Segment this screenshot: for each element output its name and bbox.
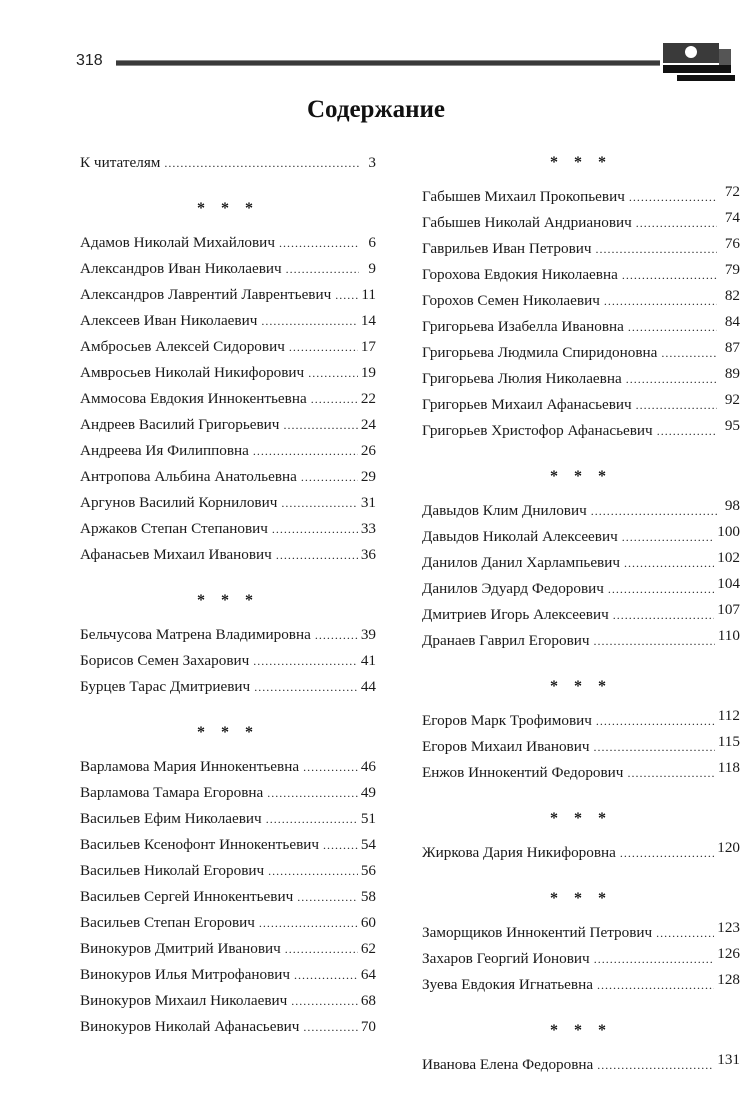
toc-entry[interactable] (422, 210, 740, 236)
toc-entry-page: 92 (724, 391, 740, 408)
leader-dots (629, 184, 717, 210)
toc-entry-page: 102 (717, 549, 740, 566)
leader-dots (253, 438, 358, 464)
toc-entry-page: 22 (360, 390, 376, 407)
toc-entry[interactable] (422, 524, 740, 550)
toc-entry[interactable] (422, 288, 740, 314)
section-separator: * * * (550, 154, 612, 171)
toc-entry-name: Гаврильев Иван Петрович (422, 240, 592, 257)
toc-entry-page: 79 (724, 261, 740, 278)
toc-entry-name: Давыдов Клим Днилович (422, 502, 587, 519)
toc-entry-page: 36 (360, 546, 376, 563)
toc-entry-page: 33 (360, 520, 376, 537)
leader-dots (267, 780, 358, 806)
toc-entry-page: 39 (360, 626, 376, 643)
toc-entry-name: Горохов Семен Николаевич (422, 292, 600, 309)
toc-entry[interactable] (80, 806, 376, 832)
toc-entry-page: 82 (724, 287, 740, 304)
toc-entry-name: Васильев Николай Егорович (80, 862, 265, 879)
toc-entry-page: 107 (717, 601, 740, 618)
toc-entry-name: Дмитриев Игорь Алексеевич (422, 606, 609, 623)
toc-entry[interactable] (80, 648, 376, 674)
toc-entry-page: 44 (360, 678, 376, 695)
leader-dots (272, 516, 358, 542)
toc-entry[interactable] (80, 308, 376, 334)
toc-entry[interactable] (422, 602, 740, 628)
running-header (0, 0, 752, 100)
toc-entry-page: 98 (724, 497, 740, 514)
leader-dots (335, 282, 358, 308)
toc-entry-page: 49 (360, 784, 376, 801)
leader-dots (636, 392, 717, 418)
toc-entry-name: Енжов Иннокентий Федорович (422, 764, 624, 781)
page-title: Содержание (306, 96, 445, 123)
toc-entry[interactable] (422, 920, 740, 946)
toc-entry-page: 64 (360, 966, 376, 983)
toc-entry-page: 58 (360, 888, 376, 905)
leader-dots (594, 734, 715, 760)
toc-entry-page: 54 (360, 836, 376, 853)
leader-dots (613, 602, 715, 628)
toc-entry-page: 126 (717, 945, 740, 962)
leader-dots (315, 622, 358, 648)
toc-entry-page: 100 (717, 523, 740, 540)
leader-dots (276, 542, 358, 568)
page-number: 318 (76, 52, 103, 69)
toc-entry-name: Габышев Николай Андрианович (422, 214, 632, 231)
leader-dots (622, 262, 717, 288)
toc-entry-name: Васильев Ефим Николаевич (80, 810, 262, 827)
toc-entry-page: 84 (724, 313, 740, 330)
toc-entry[interactable] (80, 386, 376, 412)
toc-entry-page: 19 (360, 364, 376, 381)
toc-entry-page: 123 (717, 919, 740, 936)
toc-entry-name: Амвросьев Николай Никифорович (80, 364, 305, 381)
toc-entry[interactable] (422, 340, 740, 366)
leader-dots (285, 936, 358, 962)
leader-dots (291, 988, 358, 1014)
toc-entry[interactable] (422, 184, 740, 210)
section-separator: * * * (197, 724, 259, 741)
toc-entry-name: Аммосова Евдокия Иннокентьевна (80, 390, 307, 407)
toc-entry-page: 62 (360, 940, 376, 957)
leader-dots (268, 858, 358, 884)
toc-entry-page: 110 (717, 627, 740, 644)
toc-entry-page: 14 (360, 312, 376, 329)
toc-entry[interactable] (80, 622, 376, 648)
leader-dots (301, 464, 358, 490)
toc-entry-name: Григорьев Михаил Афанасьевич (422, 396, 632, 413)
toc-entry-name: Бурцев Тарас Дмитриевич (80, 678, 251, 695)
toc-entry-name: Винокуров Илья Митрофанович (80, 966, 291, 983)
toc-entry-name: Зуева Евдокия Игнатьевна (422, 976, 593, 993)
toc-entry-page: 24 (360, 416, 376, 433)
toc-entry-page: 112 (717, 707, 740, 724)
toc-entry-name: Варламова Мария Иннокентьевна (80, 758, 300, 775)
toc-entry-name: Егоров Михаил Иванович (422, 738, 590, 755)
toc-entry-name: Аргунов Василий Корнилович (80, 494, 278, 511)
toc-entry[interactable] (80, 256, 376, 282)
leader-dots (594, 946, 715, 972)
toc-entry[interactable] (422, 498, 740, 524)
toc-entry-page: 89 (724, 365, 740, 382)
toc-entry-name: Григорьев Христофор Афанасьевич (422, 422, 653, 439)
leader-dots (303, 754, 358, 780)
leader-dots (608, 576, 714, 602)
toc-entry-name: Адамов Николай Михайлович (80, 234, 275, 251)
toc-entry-page: 56 (360, 862, 376, 879)
toc-entry[interactable] (422, 946, 740, 972)
leader-dots (266, 806, 358, 832)
leader-dots (591, 498, 717, 524)
toc-entry-name: Амбросьев Алексей Сидорович (80, 338, 285, 355)
toc-entry-page: 72 (724, 183, 740, 200)
toc-entry-name: Андреева Ия Филипповна (80, 442, 249, 459)
toc-entry[interactable] (422, 708, 740, 734)
toc-entry-name: Бельчусова Матрена Владимировна (80, 626, 311, 643)
section-separator: * * * (197, 592, 259, 609)
book-publisher-logo-icon (663, 43, 745, 83)
section-gap (80, 700, 376, 720)
section-separator: * * * (550, 890, 612, 907)
toc-entry-page: 60 (360, 914, 376, 931)
toc-entry[interactable] (422, 236, 740, 262)
leader-dots (283, 412, 357, 438)
toc-entry-page: 29 (360, 468, 376, 485)
toc-entry[interactable] (422, 314, 740, 340)
toc-entry-page: 31 (360, 494, 376, 511)
toc-entry[interactable] (80, 936, 376, 962)
toc-entry[interactable] (422, 550, 740, 576)
section-separator: * * * (550, 468, 612, 485)
toc-entry[interactable] (422, 734, 740, 760)
toc-entry[interactable] (80, 490, 376, 516)
toc-entry[interactable] (80, 412, 376, 438)
toc-entry[interactable] (422, 1052, 740, 1078)
toc-entry[interactable] (80, 542, 376, 568)
leader-dots (286, 256, 359, 282)
leader-dots (661, 340, 717, 366)
toc-entry-name: Давыдов Николай Алексеевич (422, 528, 618, 545)
toc-entry[interactable] (422, 366, 740, 392)
toc-entry[interactable] (80, 282, 376, 308)
toc-entry-page: 51 (360, 810, 376, 827)
toc-entry[interactable] (80, 884, 376, 910)
toc-entry[interactable] (422, 760, 740, 786)
toc-entry-name: Афанасьев Михаил Иванович (80, 546, 272, 563)
header-rule (116, 60, 660, 66)
toc-entry-name: Габышев Михаил Прокопьевич (422, 188, 625, 205)
toc-entry-name: Васильев Степан Егорович (80, 914, 255, 931)
toc-entry[interactable] (80, 832, 376, 858)
toc-entry[interactable] (80, 910, 376, 936)
leader-dots (626, 366, 717, 392)
leader-dots (620, 840, 714, 866)
toc-entry-page: 118 (717, 759, 740, 776)
leader-dots (303, 1014, 357, 1040)
toc-entry-name: Григорьева Люлия Николаевна (422, 370, 622, 387)
toc-entry-page: 46 (360, 758, 376, 775)
section-gap (80, 176, 376, 196)
toc-entry-name: Винокуров Дмитрий Иванович (80, 940, 281, 957)
toc-entry-page: 131 (717, 1051, 740, 1068)
toc-entry-name: Антропова Альбина Анатольевна (80, 468, 297, 485)
toc-entry-name: Варламова Тамара Егоровна (80, 784, 264, 801)
leader-dots (311, 386, 358, 412)
toc-entry[interactable] (80, 754, 376, 780)
toc-left-column (80, 150, 376, 1040)
leader-dots (624, 550, 714, 576)
toc-entry[interactable] (422, 392, 740, 418)
toc-entry-name: Данилов Данил Харлампьевич (422, 554, 620, 571)
toc-entry-name: Борисов Семен Захарович (80, 652, 250, 669)
toc-entry-page: 74 (724, 209, 740, 226)
toc-entry-page: 41 (360, 652, 376, 669)
leader-dots (254, 674, 358, 700)
toc-entry-name: Александров Иван Николаевич (80, 260, 282, 277)
toc-entry-name: Алексеев Иван Николаевич (80, 312, 258, 329)
section-gap (422, 786, 740, 806)
toc-entry-name: Жиркова Дария Никифоровна (422, 844, 616, 861)
leader-dots (297, 884, 358, 910)
toc-entry[interactable] (80, 334, 376, 360)
leader-dots (323, 832, 358, 858)
toc-entry[interactable] (422, 262, 740, 288)
leader-dots (279, 230, 359, 256)
toc-entry-page: 76 (724, 235, 740, 252)
toc-entry[interactable] (80, 674, 376, 700)
toc-entry-name: Винокуров Николай Афанасьевич (80, 1018, 300, 1035)
leader-dots (596, 236, 717, 262)
toc-right-column (422, 150, 740, 1078)
toc-entry-page: 11 (361, 286, 376, 303)
toc-entry[interactable] (80, 360, 376, 386)
toc-entry-page: 3 (368, 154, 376, 171)
section-gap (422, 444, 740, 464)
toc-entry-intro[interactable] (80, 150, 376, 176)
leader-dots (294, 962, 358, 988)
toc-entry-name: Иванова Елена Федоровна (422, 1056, 594, 1073)
leader-dots (281, 490, 357, 516)
toc-entry-page: 68 (360, 992, 376, 1009)
leader-dots (164, 150, 359, 176)
leader-dots (657, 418, 717, 444)
leader-dots (253, 648, 358, 674)
leader-dots (636, 210, 717, 236)
toc-entry[interactable] (80, 962, 376, 988)
toc-entry[interactable] (80, 780, 376, 806)
toc-entry-name: Дранаев Гаврил Егорович (422, 632, 590, 649)
toc-entry-page: 17 (360, 338, 376, 355)
toc-entry-page: 70 (360, 1018, 376, 1035)
leader-dots (627, 760, 714, 786)
section-separator: * * * (550, 678, 612, 695)
toc-entry[interactable] (80, 438, 376, 464)
toc-entry[interactable] (422, 628, 740, 654)
toc-entry-name: Горохова Евдокия Николаевна (422, 266, 618, 283)
toc-entry[interactable] (422, 576, 740, 602)
leader-dots (597, 972, 714, 998)
toc-entry-name: Винокуров Михаил Николаевич (80, 992, 288, 1009)
section-gap (80, 568, 376, 588)
leader-dots (261, 308, 357, 334)
leader-dots (259, 910, 358, 936)
section-gap (422, 998, 740, 1018)
toc-entry[interactable] (422, 972, 740, 998)
toc-entry-name: Васильев Ксенофонт Иннокентьевич (80, 836, 320, 853)
section-gap (422, 866, 740, 886)
leader-dots (289, 334, 358, 360)
toc-entry-page: 128 (717, 971, 740, 988)
section-separator: * * * (550, 1022, 612, 1039)
toc-entry-name: Аржаков Степан Степанович (80, 520, 268, 537)
toc-entry-name: К читателям (80, 154, 161, 171)
leader-dots (604, 288, 717, 314)
section-gap (422, 654, 740, 674)
leader-dots (622, 524, 714, 550)
leader-dots (308, 360, 358, 386)
toc-entry[interactable] (80, 516, 376, 542)
toc-entry-page: 87 (724, 339, 740, 356)
leader-dots (597, 1052, 714, 1078)
toc-entry-name: Григорьева Людмила Спиридоновна (422, 344, 658, 361)
toc-entry[interactable] (80, 1014, 376, 1040)
toc-entry-name: Захаров Георгий Ионович (422, 950, 590, 967)
toc-entry-page: 95 (724, 417, 740, 434)
toc-entry-name: Александров Лаврентий Лаврентьевич (80, 286, 332, 303)
leader-dots (628, 314, 717, 340)
toc-entry-name: Заморщиков Иннокентий Петрович (422, 924, 653, 941)
toc-entry[interactable] (422, 418, 740, 444)
toc-entry[interactable] (80, 988, 376, 1014)
section-separator: * * * (197, 200, 259, 217)
leader-dots (656, 920, 714, 946)
toc-entry[interactable] (80, 230, 376, 256)
toc-entry-page: 26 (360, 442, 376, 459)
toc-entry-name: Егоров Марк Трофимович (422, 712, 592, 729)
leader-dots (596, 708, 715, 734)
toc-entry-page: 115 (717, 733, 740, 750)
toc-entry[interactable] (80, 464, 376, 490)
toc-entry-page: 9 (368, 260, 376, 277)
toc-entry-name: Васильев Сергей Иннокентьевич (80, 888, 294, 905)
section-separator: * * * (550, 810, 612, 827)
toc-entry-name: Андреев Василий Григорьевич (80, 416, 280, 433)
toc-entry-page: 120 (717, 839, 740, 856)
toc-entry-page: 104 (717, 575, 740, 592)
toc-entry[interactable] (422, 840, 740, 866)
toc-entry[interactable] (80, 858, 376, 884)
toc-entry-name: Григорьева Изабелла Ивановна (422, 318, 624, 335)
toc-entry-page: 6 (368, 234, 376, 251)
toc-entry-name: Данилов Эдуард Федорович (422, 580, 604, 597)
leader-dots (594, 628, 715, 654)
